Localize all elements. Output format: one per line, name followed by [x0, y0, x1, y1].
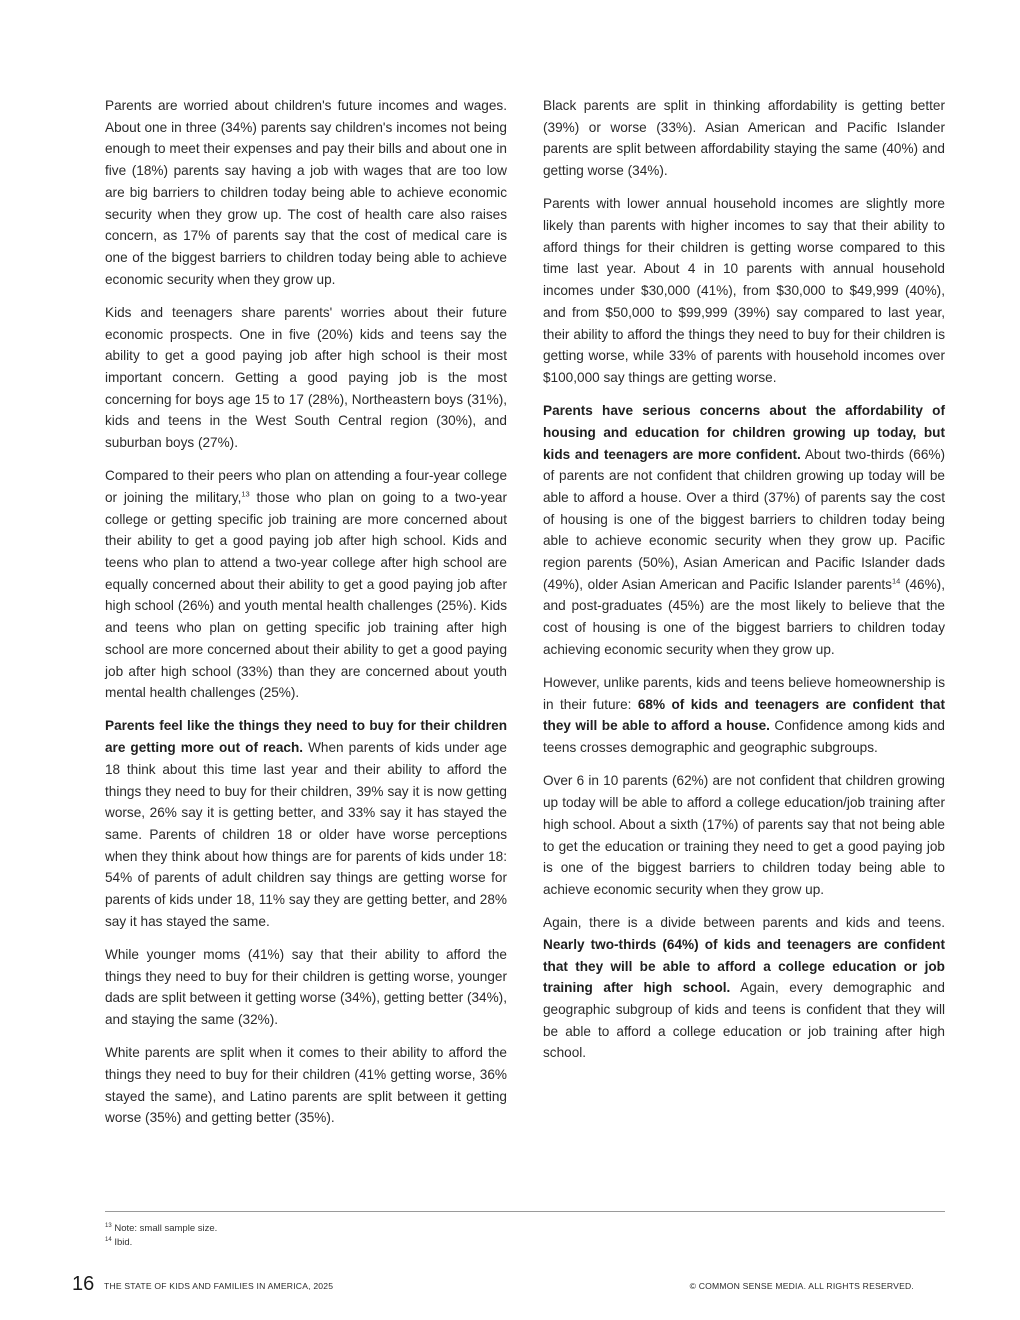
paragraph-two-year-college [105, 465, 507, 704]
paragraph-text: (46%), and post-graduates (45%) are the most likely to believe that the cost of housing is one of the biggest barriers to children today achieving economic security when they grow up. [543, 576, 945, 657]
paragraph-text: Compared to their peers who plan on attending a four-year college or joining the military, [105, 468, 507, 505]
page-footer [72, 1271, 920, 1297]
paragraph-younger-parents: While younger moms (41%) say that their ability to afford the things they need to buy for their children is getting worse, younger dads are split between it getting worse (34%), getting better (34%), and staying the same (32%). [105, 947, 507, 1028]
left-column [105, 95, 507, 1141]
footnote-ref-13: 13 [241, 489, 250, 499]
paragraph-divide [543, 912, 945, 1064]
paragraph-black-aapi-parents: Black parents are split in thinking affordability is getting better (39%) or worse (33%). Asian American and Pacific Islander parents are split between affordability staying the same (40%) and getting worse (34%). [543, 98, 945, 179]
bold-highlight: Nearly two-thirds (64%) of kids and teenagers are confident that they will be able to afford a college education or job training after high school. [543, 936, 945, 996]
footnote-number: 14 [105, 1236, 112, 1243]
footnote-number: 13 [105, 1222, 112, 1229]
paragraph-homeownership [543, 672, 945, 759]
paragraph-text: Again, every demographic and geographic subgroup of kids and teens is confident that they will be able to afford a college education or job training after high school. [543, 980, 945, 1061]
paragraph-text: Confidence among kids and teens crosses demographic and geographic subgroups. [543, 718, 945, 756]
footnote-ref-14: 14 [891, 576, 901, 586]
paragraph-text: When parents of kids under age 18 think about this time last year and their ability to afford the things they need to buy for their children, 39% say it is now getting worse, 26% say it is getting better, and 33% say it has stayed the same. Parents of children 18 or older have worse perceptions when they think about how things are for parents of kids under 18: 54% of parents of adult children say things are getting worse for parents of kids under 18, 11% say they are getting better, and 28% say it has stayed the same. [105, 740, 507, 929]
footnotes [105, 1222, 217, 1249]
publication-title: THE STATE OF KIDS AND FAMILIES IN AMERICA, 2025 [104, 1281, 334, 1291]
footnote-divider [105, 1211, 945, 1212]
paragraph-text: Again, there is a divide between parents and kids and teens. [543, 915, 945, 931]
right-column [543, 95, 945, 1076]
bold-lead: Parents feel like the things they need to buy for their children are getting more out of reach. [105, 718, 507, 756]
bold-highlight: 68% of kids and teenagers are confident that they will be able to afford a house. [543, 696, 945, 734]
footnote-14 [105, 1236, 217, 1250]
paragraph-out-of-reach [105, 715, 507, 932]
paragraph-housing-education [543, 400, 945, 660]
bold-lead: Parents have serious concerns about the affordability of housing and education for children growing up today, but kids and teenagers are more confident. [543, 403, 945, 462]
page-number: 16 [72, 1273, 95, 1295]
paragraph-kids-worries: Kids and teenagers share parents' worries about their future economic prospects. One in five (20%) kids and teens say the ability to get a good paying job after high school is their most important concern. Getting a good paying job is the most concerning for boys age 15 to 17 (28%), Northeastern boys (31%), kids and teens in the West South Central region (30%), and suburban boys (27%). [105, 304, 507, 451]
paragraph-white-latino-parents: White parents are split when it comes to their ability to afford the things they need to buy for their children (41% getting worse, 36% stayed the same), and Latino parents are split between it getting worse (35%) and getting better (35%). [105, 1045, 507, 1126]
copyright-notice: © COMMON SENSE MEDIA. ALL RIGHTS RESERVED. [689, 1281, 914, 1291]
paragraph-text: About two-thirds (66%) of parents are not confident that children growing up today will be able to afford a house. Over a third (37%) of parents say the cost of housing is one of the biggest barriers to children today being able to achieve economic security when they grow up. Pacific region parents (50%), Asian American and Pacific Islander dads (49%), older Asian American and Pacific Islander parents [543, 446, 945, 592]
paragraph-text: those who plan on going to a two-year college or getting specific job training are more concerned about their ability to get a good paying job after high school. Kids and teens who plan to attend a two-year college after high school are equally concerned about their ability to get a good paying job after high school (26%) and youth mental health challenges (25%). Kids and teens who plan on getting specific job training after high school are more concerned about their ability to get a good paying job after high school (33%) than they are concerned about youth mental health challenges (25%). [105, 489, 507, 701]
paragraph-future-incomes: Parents are worried about children's future incomes and wages. About one in three (34%) parents say children's incomes not being enough to meet their expenses and pay their bills and about one in five (18%) parents say having a job with wages that are too low are big barriers to children today being able to achieve economic security when they grow up. The cost of health care also raises concern, as 17% of parents say that the cost of medical care is one of the biggest barriers to children today being able to achieve economic security when they grow up. [105, 98, 507, 287]
paragraph-text: However, unlike parents, kids and teens believe homeownership is in their future: [543, 675, 945, 712]
footnote-text: Ibid. [111, 1236, 133, 1248]
paragraph-household-income: Parents with lower annual household incomes are slightly more likely than parents with higher incomes to say that their ability to afford things for their children is getting worse compared to this time last year. About 4 in 10 parents with annual household incomes under $30,000 (41%), from $30,000 to $49,999 (40%), and from $50,000 to $99,999 (39%) say compared to last year, their ability to afford the things they need to buy for their children is getting worse, while 33% of parents with household incomes over $100,000 say things are getting worse. [543, 196, 945, 385]
footnote-text: Note: small sample size. [111, 1223, 218, 1234]
footnote-13 [105, 1222, 217, 1236]
paragraph-college-affordability: Over 6 in 10 parents (62%) are not confident that children growing up today will be able to afford a college education/job training after high school. About a sixth (17%) of parents say that not being able to get the education or training they need to get a good paying job is one of the biggest barriers to children today being able to achieve economic security when they grow up. [543, 773, 945, 897]
